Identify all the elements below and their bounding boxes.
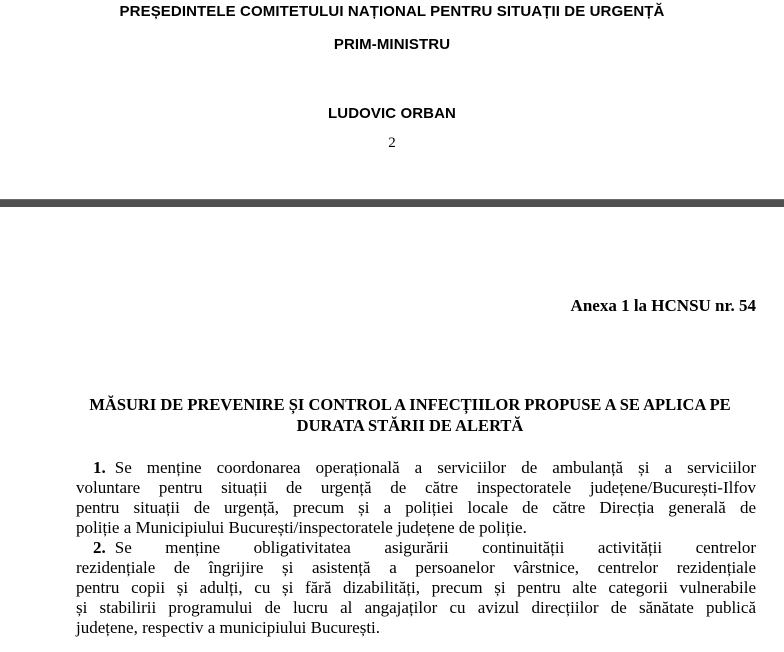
measure-text: Se menține obligativitatea asigurării continuității activității centrelor: [114, 538, 756, 557]
measure-text: Se menține coordonarea operațională a serviciilor de ambulanță și a serviciilor: [114, 458, 756, 477]
page-separator: [0, 199, 784, 207]
measure-number: 1.: [93, 458, 106, 477]
measure-line: județene, respectiv a municipiului București.: [76, 618, 381, 637]
measure-line: pentru copii și adulți, cu și fără dizabilități, precum și pentru alte categorii vulnerabile: [76, 578, 756, 597]
annex-reference: Anexa 1 la HCNSU nr. 54: [570, 296, 756, 315]
document-title: [60, 394, 760, 436]
previous-page-bottom: [0, 0, 784, 200]
prime-minister-title: PRIM-MINISTRU: [333, 36, 451, 53]
document-title-line: MĂSURI DE PREVENIRE ȘI CONTROL A INFECȚIILOR PROPUSE A SE APLICA PE: [89, 395, 731, 414]
measure-line: rezidențiale de îngrijire și asistență a persoanelor vârstnice, centrelor rezidențiale: [76, 558, 756, 577]
measure-number: 2.: [93, 538, 106, 557]
measure-item: [76, 458, 756, 538]
measure-line: poliție a Municipiului București/inspectoratele județene de poliție.: [76, 518, 527, 537]
document-title-line: DURATA STĂRII DE ALERTĂ: [296, 416, 524, 435]
measure-line: [76, 538, 756, 558]
measures-list: [76, 458, 756, 638]
measure-line: [76, 458, 756, 478]
president-title: PREȘEDINTELE COMITETULUI NAȚIONAL PENTRU SITUAȚII DE URGENȚĂ: [119, 3, 665, 20]
measure-line: voluntare pentru situații de urgență de către inspectoratele județene/București-Ilfov: [76, 478, 756, 497]
measure-item: [76, 538, 756, 638]
signatory-name: LUDOVIC ORBAN: [328, 105, 456, 122]
page-number: 2: [388, 135, 396, 151]
measure-line: pentru situații de urgență, precum și a poliției locale de către Direcția generală de: [76, 498, 756, 517]
measure-line: și stabilirii programului de lucru al angajaților cu avizul direcțiilor de sănătate publică: [76, 598, 756, 617]
